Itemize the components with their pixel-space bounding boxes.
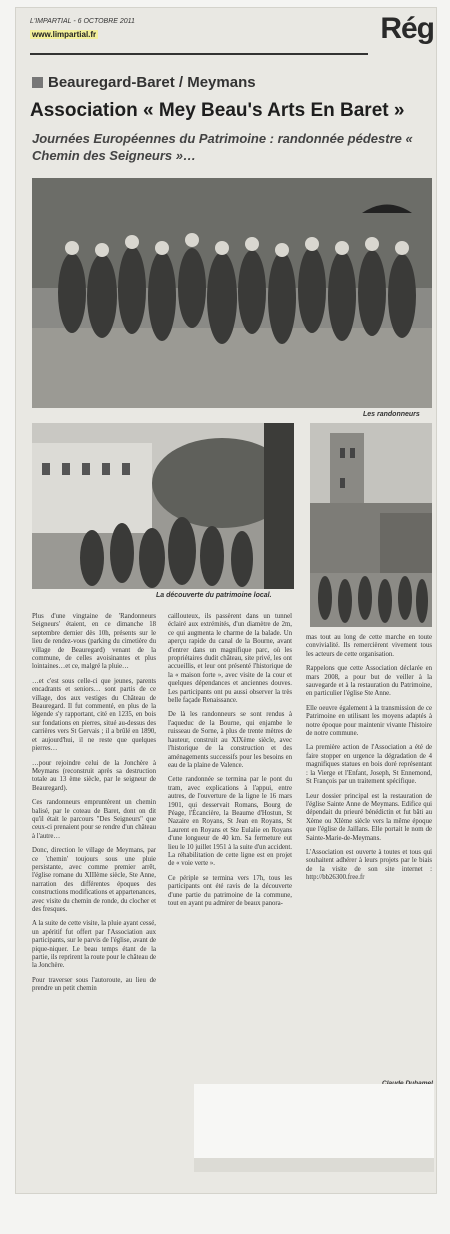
paragraph: Ce périple se termina vers 17h, tous les participants ont été ravis de la découverte d'une partie du patrimoine de la commune, tout en ayant pu admirer de beaux panora- — [168, 874, 292, 907]
paragraph: …pour rejoindre celui de la Jonchère à Meymans (reconstruit après sa destruction totale au 13 ème siècle, par le seigneur de Beauregard). — [32, 759, 156, 792]
publication-url[interactable]: www.limpartial.fr — [32, 30, 97, 39]
hikers-group-photo — [32, 178, 432, 408]
paragraph: caillouteux, ils passèrent dans un tunnel éclairé aux extrémités, d'un diamètre de 2m, ce qui augmenta le charme de la balade. Un aperçu rapide du canal de la Bourne, avant d'entrer dans un magnifique parc, où les propriétaires dudit château, site privé, les ont accueillis, et leur ont présenté l'historique de la « maison forte », avec visite de la cour et quelques dépendances et anciennes douves. Les participants ont pu aussi observer la très belle façade Renaissance. — [168, 613, 292, 705]
paragraph: mas tout au long de cette marche en toute convivialité. Ils remercièrent vivement tous les acteurs de cette organisation. — [306, 634, 432, 658]
newspaper-clipping — [16, 8, 436, 1193]
paragraph: Donc, direction le village de Meymans, par ce 'chemin' toujours sous une pluie persistante, avec comme premier arrêt, l'église romane du XIIIème siècle, Ste Anne, narration des différentes époques des constructions modifications et appartenances, avec visite du chemin de ronde, du clocher et des fresques. — [32, 847, 156, 913]
paragraph: Pour traverser sous l'autoroute, au lieu de prendre un petit chemin — [32, 976, 156, 993]
paragraph: …et c'est sous celle-ci que jeunes, parents encadrants et seniors… sont partis de ce village, dos aux vestiges du Château de Beauregard. Il fut commenté, en plus de la légende s'y rapportant, cité en 1235, en bois sur fondations en pierres, situé au-dessus des carrières vers St Gervais ; il a brûlé en 1890, et aujourd'hui, il ne reste que quelques pierres… — [32, 677, 156, 753]
publication-date: L'IMPARTIAL - 6 OCTOBRE 2011 — [30, 18, 135, 25]
paragraph: La première action de l'Association a été de faire stopper en urgence la dégradation de 4 magnifiques statues en bois doré représentant : la Vierge et l'Enfant, Joseph, St Ennemond, St François par un traitement spécifique. — [306, 744, 432, 786]
paragraph: Elle oeuvre également à la transmission de ce Patrimoine en utilisant les moyens adaptés à notre époque pour maintenir vivante l'histoire de notre commune. — [306, 704, 432, 738]
paragraph: Plus d'une vingtaine de 'Randonneurs Seigneurs' étaient, en ce dimanche 18 septembre dernier dès 10h, présents sur le lieu de rendez-vous (parking du cimetière du village de Beauregard) venant de la commune, de celles avoisinantes et plus lointaines…et ce, malgré la pluie… — [32, 613, 156, 671]
bottom-strip — [194, 1158, 434, 1172]
article-subhead: Journées Européennes du Patrimoine : randonnée pédestre « Chemin des Seigneurs »… — [32, 131, 413, 163]
paragraph: De là les randonneurs se sont rendus à l'aqueduc de la Bourne, qui enjambe le ruisseau de Sorne, à plus de trente mètres de hauteur, construit au XIXème siècle, avec l'historique de la construction et des aménagements successifs pour les besoins en eau de la plaine de Valence. — [168, 711, 292, 769]
article-column-1 — [32, 613, 156, 1000]
heritage-discovery-photo — [32, 423, 294, 589]
article-column-3 — [306, 634, 432, 889]
article-headline: Association « Mey Beau's Arts En Baret » — [30, 100, 405, 121]
square-bullet-icon — [32, 77, 43, 88]
paragraph: A la suite de cette visite, la pluie ayant cessé, un apéritif fut offert par l'Association aux participants, sur le parvis de l'église, avant de pique-niquer. Le beau temps étant de la partie, ils reprirent la route pour le château de la Jonchère. — [32, 920, 156, 970]
masthead — [30, 12, 434, 56]
blank-area — [194, 1084, 434, 1158]
paragraph: Ces randonneurs empruntèrent un chemin balisé, par le coteau de Baret, dont on dit qu'il était le parcours "Des Seigneurs" que ceux-ci prenaient pour se rendre d'un château à l'autre… — [32, 799, 156, 840]
photo-caption-heritage: La découverte du patrimoine local. — [156, 592, 272, 599]
article-column-2 — [168, 613, 292, 914]
paragraph: Rappelons que cette Association déclarée en mars 2008, a pour but de veiller à la sauvegarde et à la restauration du Patrimoine, en particulier l'église Ste Anne. — [306, 665, 432, 698]
church-photo — [310, 423, 432, 627]
paragraph: Cette randonnée se termina par le pont du tram, avec explications à l'appui, entre autres, de l'ouverture de la ligne le 16 mars 1901, qui desservait Romans, Bourg de Péage, l'Écancière, la Beaume d'Hostun, St Nazaire en Royans, St Jean en Royans, St Laurent en Royans et Ste Eulalie en Royans d'une longueur de 40 km. Sa fermeture eut lieu le 10 juillet 1951 à la suite d'un accident. La réhabilitation de cette ligne est en projet de « voie verte ». — [168, 776, 292, 868]
kicker-text: Beauregard-Baret / Meymans — [48, 74, 256, 91]
masthead-rule — [30, 53, 368, 55]
paragraph: L'Association est ouverte à toutes et tous qui souhaitent adhérer à leurs projets par le biais de la visite de son site internet : http://bb26300.free.fr — [306, 848, 432, 882]
paragraph: Leur dossier principal est la restauration de l'église Sainte Anne de Meymans. Edifice qui dépendait du prieuré bénédictin et fut bâti au Xème ou XIème siècle vers la même époque que l'église de Jaillans. Elle portait le nom de Sainte-Marie-de-Meymans. — [306, 792, 432, 842]
section-title: Rég — [380, 12, 434, 45]
photo-caption-hikers: Les randonneurs — [363, 411, 420, 418]
article-kicker — [32, 74, 256, 91]
